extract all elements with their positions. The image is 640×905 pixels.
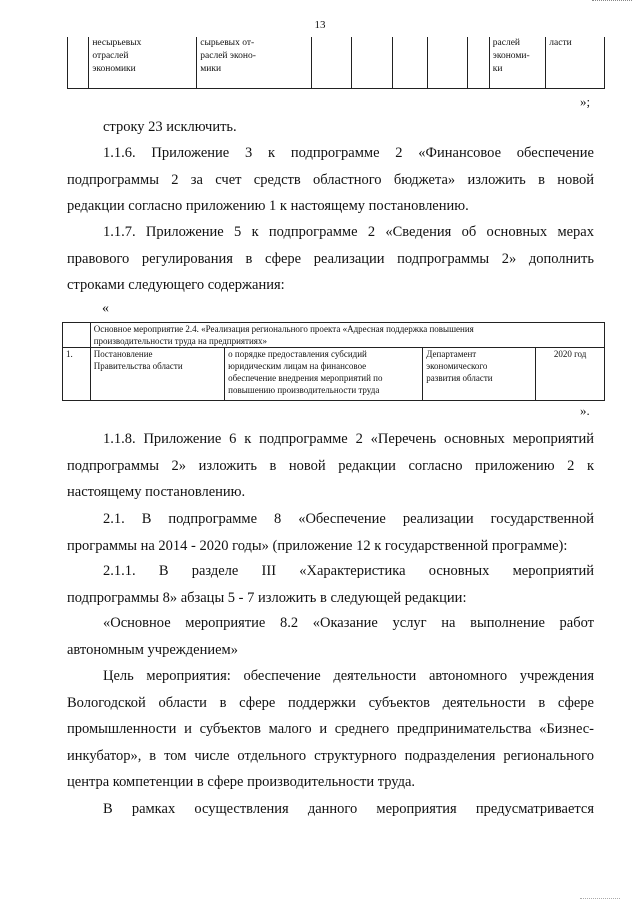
text-line: подпрограммы 2 за счет средств областного бюджета» изложить в новой — [67, 171, 594, 188]
text-line: инкубатор», в том числе отдельного структурного подразделения регионального — [67, 747, 594, 764]
table-cell — [225, 348, 423, 401]
row-number: 1. — [63, 348, 91, 401]
closing-quote: »; — [580, 94, 591, 109]
table-cell — [489, 37, 546, 89]
cell-line: раслей эконо- — [200, 51, 256, 61]
text-line: настоящему постановлению. — [67, 484, 246, 500]
table-cell — [423, 348, 536, 401]
text-line: 1.1.7. Приложение 5 к подпрограмме 2 «Сведения об основных мерах — [103, 224, 594, 240]
cell-line: ки — [492, 64, 503, 74]
text-line: строку 23 исключить. — [103, 119, 237, 135]
scan-artifact — [592, 0, 632, 5]
table-cell — [546, 37, 605, 89]
page-number: 13 — [314, 19, 326, 31]
cell-line: производительности труда на предприятиях» — [93, 336, 267, 346]
text-line: Вологодской области в сфере поддержки субъектов деятельности в сфере — [67, 694, 594, 711]
paragraph — [67, 114, 594, 141]
cell-line: Основное мероприятие 2.4. «Реализация регионального проекта «Адресная поддержка повышения — [93, 324, 474, 334]
top-table-fragment — [67, 37, 605, 89]
text-line: В рамках осуществления данного мероприятия предусматривается — [103, 801, 594, 817]
closing-quote: ». — [580, 403, 590, 418]
cell-line: раслей — [492, 38, 520, 48]
cell-line: обеспечение внедрения мероприятий по — [228, 373, 383, 383]
text-line: автономным учреждением» — [67, 641, 238, 658]
paragraph — [67, 610, 594, 663]
table-cell — [352, 37, 392, 89]
cell-line: экономи- — [492, 51, 530, 61]
text-line: промышленности и субъектов малого и среднего предпринимательства «Бизнес- — [67, 721, 594, 737]
opening-quote: « — [102, 301, 109, 316]
text-line: 1.1.8. Приложение 6 к подпрограмме 2 «Перечень основных мероприятий — [103, 431, 594, 447]
table-cell — [312, 37, 352, 89]
paragraph — [67, 663, 594, 796]
paragraph — [67, 796, 594, 823]
table-cell — [68, 37, 89, 89]
text-line: «Основное мероприятие 8.2 «Оказание услуг на выполнение работ — [103, 615, 594, 631]
paragraph — [67, 506, 594, 559]
scan-artifact — [580, 898, 620, 901]
table-header-cell — [90, 323, 604, 348]
cell-line: Департамент — [426, 349, 477, 359]
text-line: подпрограммы 8» абзацы 5 - 7 изложить в следующей редакции: — [67, 589, 467, 606]
table-cell — [428, 37, 468, 89]
table-header-row — [63, 323, 605, 348]
paragraph — [67, 140, 594, 220]
paragraph — [67, 219, 594, 299]
table-cell: 2020 год — [536, 348, 605, 401]
text-line: строками следующего содержания: — [67, 277, 285, 293]
text-line: правового регулирования в сфере реализации подпрограммы 2» дополнить — [67, 250, 594, 267]
cell-line: Правительства области — [93, 361, 183, 371]
table-cell — [392, 37, 428, 89]
inserted-table — [62, 322, 605, 401]
table-cell — [468, 37, 489, 89]
table-cell — [197, 37, 312, 89]
cell-line: отраслей — [92, 51, 129, 61]
table-row — [68, 37, 605, 89]
cell-line: о порядке предоставления субсидий — [228, 349, 367, 359]
cell-line: мики — [200, 64, 222, 74]
text-line: подпрограммы 2» изложить в новой редакции согласно приложению 2 к — [67, 457, 594, 474]
paragraph — [67, 426, 594, 506]
text-line: Цель мероприятия: обеспечение деятельности автономного учреждения — [103, 668, 594, 684]
table-cell — [90, 348, 224, 401]
text-line: 2.1.1. В разделе III «Характеристика основных мероприятий — [103, 563, 594, 579]
cell-line: несырьевых — [92, 38, 142, 48]
table-cell — [89, 37, 197, 89]
text-line: 1.1.6. Приложение 3 к подпрограмме 2 «Финансовое обеспечение — [103, 145, 594, 161]
text-line: 2.1. В подпрограмме 8 «Обеспечение реализации государственной — [103, 511, 594, 527]
cell-line: юридическим лицам на финансовое — [228, 361, 367, 371]
cell-line: развития области — [426, 373, 493, 383]
text-line: редакции согласно приложению 1 к настоящему постановлению. — [67, 198, 469, 214]
cell-line: повышению производительности труда — [228, 385, 380, 395]
cell-line: сырьевых от- — [200, 38, 255, 48]
table-cell — [63, 323, 91, 348]
cell-line: Постановление — [93, 349, 153, 359]
text-line: программы на 2014 - 2020 годы» (приложение 12 к государственной программе): — [67, 537, 568, 554]
cell-line: экономики — [92, 64, 136, 74]
table-row — [63, 348, 605, 401]
text-line: центра компетенции в сфере производительности труда. — [67, 774, 416, 790]
cell-line: экономического — [426, 361, 488, 371]
paragraph — [67, 558, 594, 611]
cell-line: ласти — [549, 38, 572, 48]
